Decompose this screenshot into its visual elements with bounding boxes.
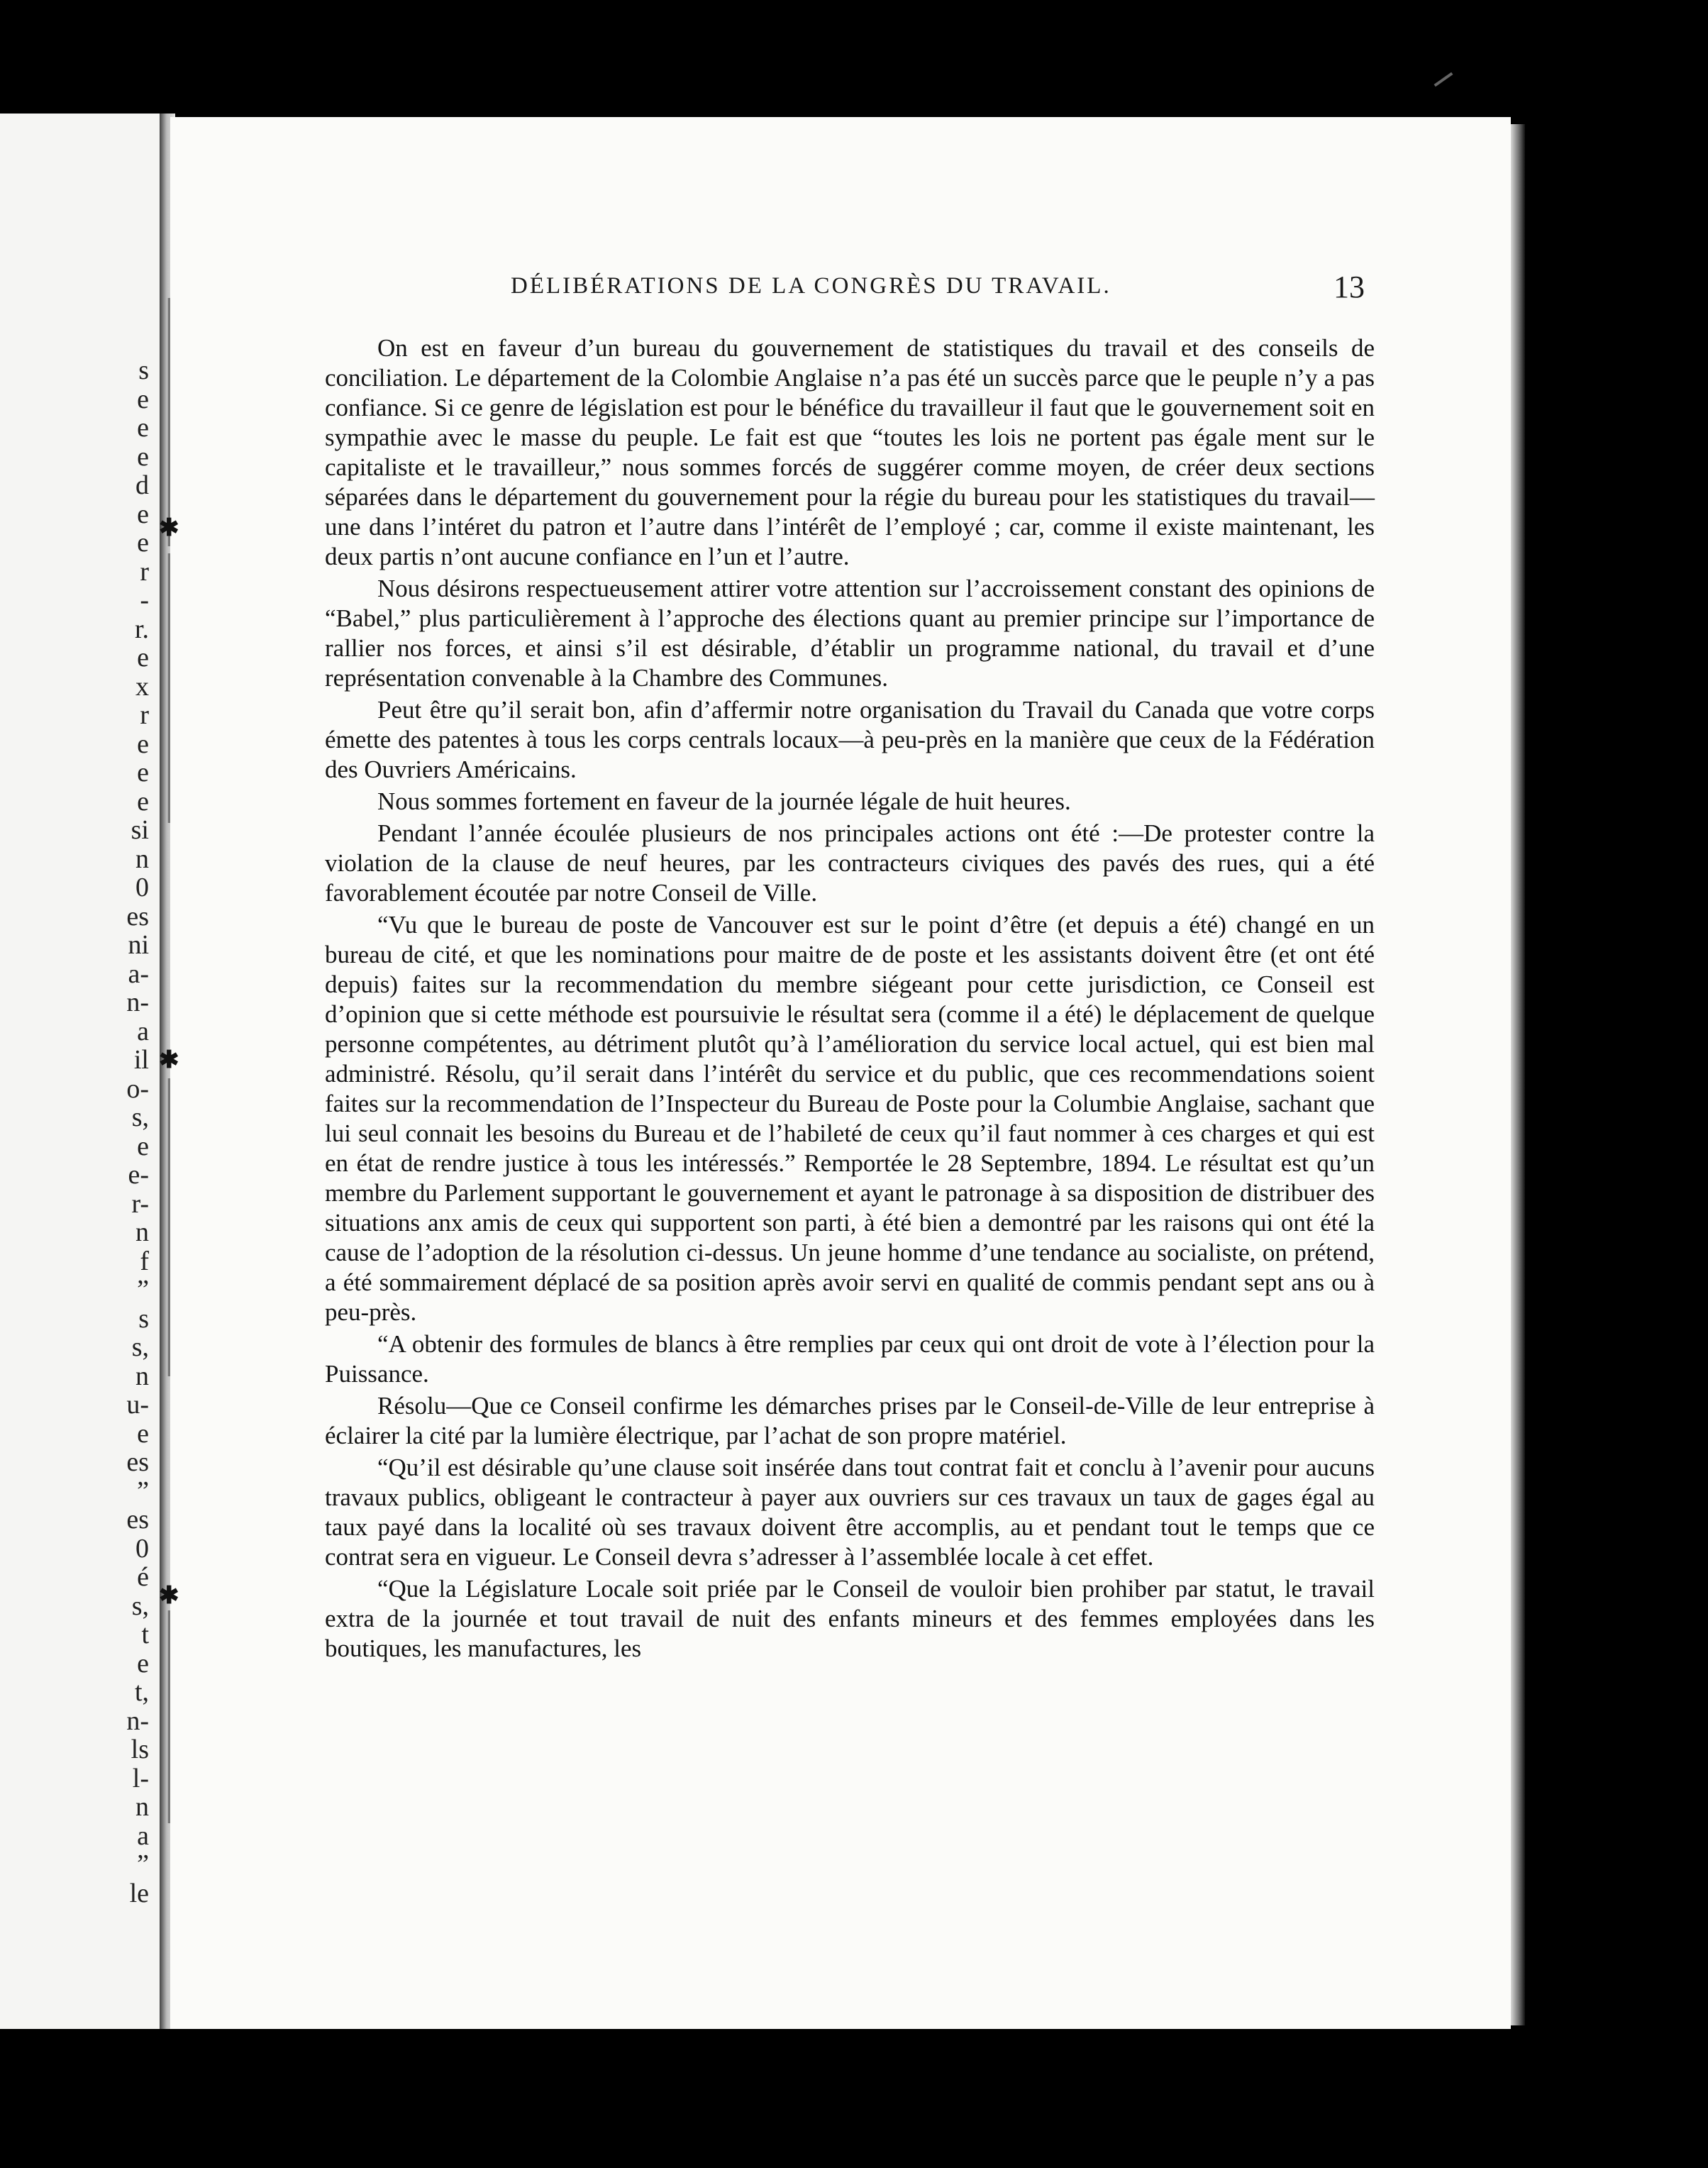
left-fragment: e (137, 643, 149, 673)
left-fragment: o- (126, 1073, 149, 1104)
left-fragment: le (129, 1878, 149, 1908)
paragraph: Nous sommes fortement en faveur de la journée légale de huit heures. (377, 787, 1071, 815)
left-fragment: n (135, 1792, 149, 1822)
left-fragment: a- (128, 958, 149, 989)
left-fragment: n (135, 1217, 149, 1247)
left-fragment: n- (126, 988, 149, 1017)
binding-stitch: ✱ ✱ ✱ (157, 284, 182, 1845)
paragraph: “Que la Législature Locale soit priée par le Conseil de vouloir bien prohiber par statut, le travail extra de la journée et tout travail de nuit des enfants mineurs et des femmes employées dans les boutiques, les manufactures, les (325, 1575, 1375, 1662)
left-fragment: e (137, 528, 149, 558)
left-fragment: e (137, 758, 149, 787)
left-fragment: l- (132, 1763, 149, 1793)
left-fragment: e (137, 499, 149, 529)
left-fragment: ” (137, 1849, 149, 1879)
left-fragment: si (131, 815, 149, 845)
left-fragment: e (137, 384, 149, 414)
left-fragment: s, (131, 1591, 149, 1621)
left-fragment: e (137, 1131, 149, 1161)
left-fragment: f (140, 1246, 149, 1276)
left-fragment: ls (131, 1735, 149, 1764)
left-fragment: s (138, 355, 149, 385)
left-page-text-fragments (0, 114, 165, 2029)
left-fragment: e- (128, 1160, 149, 1190)
left-fragment: e (137, 413, 149, 443)
left-fragment: r (140, 556, 149, 587)
page-body (325, 333, 1375, 1666)
left-fragment: t (141, 1620, 149, 1649)
paragraph: “A obtenir des formules de blancs à être remplies par ceux qui ont droit de vote à l’élection pour la Puissance. (325, 1330, 1375, 1388)
left-fragment: n (135, 1361, 149, 1391)
left-fragment: es (126, 901, 149, 931)
left-fragment: s, (131, 1332, 149, 1362)
left-fragment: u- (126, 1390, 149, 1420)
left-fragment: s, (131, 1102, 149, 1132)
left-fragment: es (126, 1505, 149, 1534)
left-fragment: a (137, 1820, 149, 1851)
left-fragment: s (138, 1303, 149, 1334)
left-fragment: il (133, 1045, 149, 1075)
page-edge-shadow (1511, 124, 1525, 2025)
left-fragment: n- (126, 1705, 149, 1736)
left-fragment: 0 (135, 1533, 149, 1564)
paragraph: “Vu que le bureau de poste de Vancouver est sur le point d’être (et depuis a été) changé en un bureau de cité, et que les nominations pour maitre de de poste et les assistants doivent être (et ont été depuis) faites sur la recommendation du membre siégeant pour cette jurisdiction, ce Conseil est d’opinion que si cette méthode est poursuivie le résultat sera (comme il a été) le déplacement de quelque personne compétentes, au détriment plutôt qu’à l’amélioration du service local actuel, qui est bien mal administré. Résolu, qu’il serait dans l’intérêt du service et du public, que ces recommendations soient faites sur la recommendation de l’Inspecteur du Bureau de Poste pour la Columbie Anglaise, sachant que lui seul connait les besoins du Bureau et de l’habileté de ceux qu’il faut nommer à ces charges et qui est en état de rendre justice à tous les intéressés.” Remportée le 28 Septembre, 1894. Le résultat est qu’un membre du Parlement supportant le gouvernement et ayant le patronage à sa disposition de distribuer des situations anx amis de ceux qui supportent son parti, à été bien a demontré par les raisons qui ont été la cause de l’adoption de la résolution ci-dessus. Un jeune homme d’une tendance au socialiste, on prétend, a été sommairement déplacé de sa position après avoir servi en qualité de commis pendant sept ans ou à peu-près. (325, 911, 1375, 1326)
running-title: DÉLIBÉRATIONS DE LA CONGRÈS DU TRAVAIL. (511, 273, 1111, 299)
paragraph: Résolu—Que ce Conseil confirme les démarches prises par le Conseil-de-Ville de leur entreprise à éclairer la cité par la lumière électrique, par l’achat de son propre matériel. (325, 1392, 1375, 1449)
page-number: 13 (1333, 270, 1365, 304)
left-fragment: t, (134, 1677, 149, 1707)
left-fragment: e (137, 1418, 149, 1449)
left-page-edge (0, 114, 165, 2029)
left-fragment: e (137, 441, 149, 472)
paragraph: Nous désirons respectueusement attirer votre attention sur l’accroissement constant des opinions de “Babel,” plus particulièrement à l’approche des élections quant au premier principe sur l’importance de rallier nos forces, et ainsi s’il est désirable, d’établir un programme national, du travail et d’une représentation convenable à la Chambre des Communes. (325, 575, 1375, 692)
left-fragment: x (135, 671, 149, 702)
left-fragment: ni (128, 930, 149, 960)
left-fragment: r. (134, 614, 149, 644)
left-fragment: a (137, 1016, 149, 1046)
paragraph: Pendant l’année écoulée plusieurs de nos principales actions ont été :—De protester contre la violation de la clause de neuf heures, par les contracteurs civiques des pavés des rues, qui a été favorablement écoutée par notre Conseil de Ville. (325, 819, 1375, 907)
left-fragment: n (135, 844, 149, 874)
left-fragment: es (126, 1447, 149, 1477)
left-fragment: ” (137, 1476, 149, 1506)
left-fragment: - (140, 585, 149, 615)
paragraph: On est en faveur d’un bureau du gouvernement de statistiques du travail et des conseils de conciliation. Le département de la Colombie Anglaise n’a pas été un succès parce que le peuple n’y a pas confiance. Si ce genre de législation est pour le bénéfice du travailleur il faut que le gouvernement soit en sympathie avec le masse du peuple. Le fait est que “toutes les lois ne portent pas égale ment sur le capitaliste et le travailleur,” nous sommes forcés de suggérer comme moyen, de créer deux sections séparées dans le département du gouvernement pour la régie du bureau pour les statistiques du travail—une dans l’intéret du patron et l’autre dans l’intérêt de l’employé ; car, comme il existe maintenant, les deux partis n’ont aucune confiance en l’un et l’autre. (325, 334, 1375, 570)
left-fragment: é (137, 1562, 149, 1592)
left-fragment: r- (131, 1188, 149, 1219)
left-fragment: 0 (135, 873, 149, 902)
left-fragment: r (140, 700, 149, 730)
left-fragment: e (137, 1648, 149, 1678)
paragraph: “Qu’il est désirable qu’une clause soit insérée dans tout contrat fait et conclu à l’avenir pour aucuns travaux publics, obligeant le contracteur à payer aux ouvriers sur ces travaux un taux de gages égal au taux payé dans la localité où ses travaux doivent être accomplis, au et pendant tout le temps que ce contrat sera en vigueur. Le Conseil devra s’adresser à l’assemblée locale à cet effet. (325, 1454, 1375, 1571)
paragraph: Peut être qu’il serait bon, afin d’affermir notre organisation du Travail du Canada que votre corps émette des patentes à tous les corps centrals locaux—à peu-près en la manière que ceux de la Fédération des Ouvriers Américains. (325, 696, 1375, 783)
left-fragment: e (137, 786, 149, 817)
left-fragment: e (137, 729, 149, 759)
left-fragment: d (135, 470, 149, 500)
scan-mark (1434, 72, 1453, 87)
left-fragment: ” (137, 1275, 149, 1305)
